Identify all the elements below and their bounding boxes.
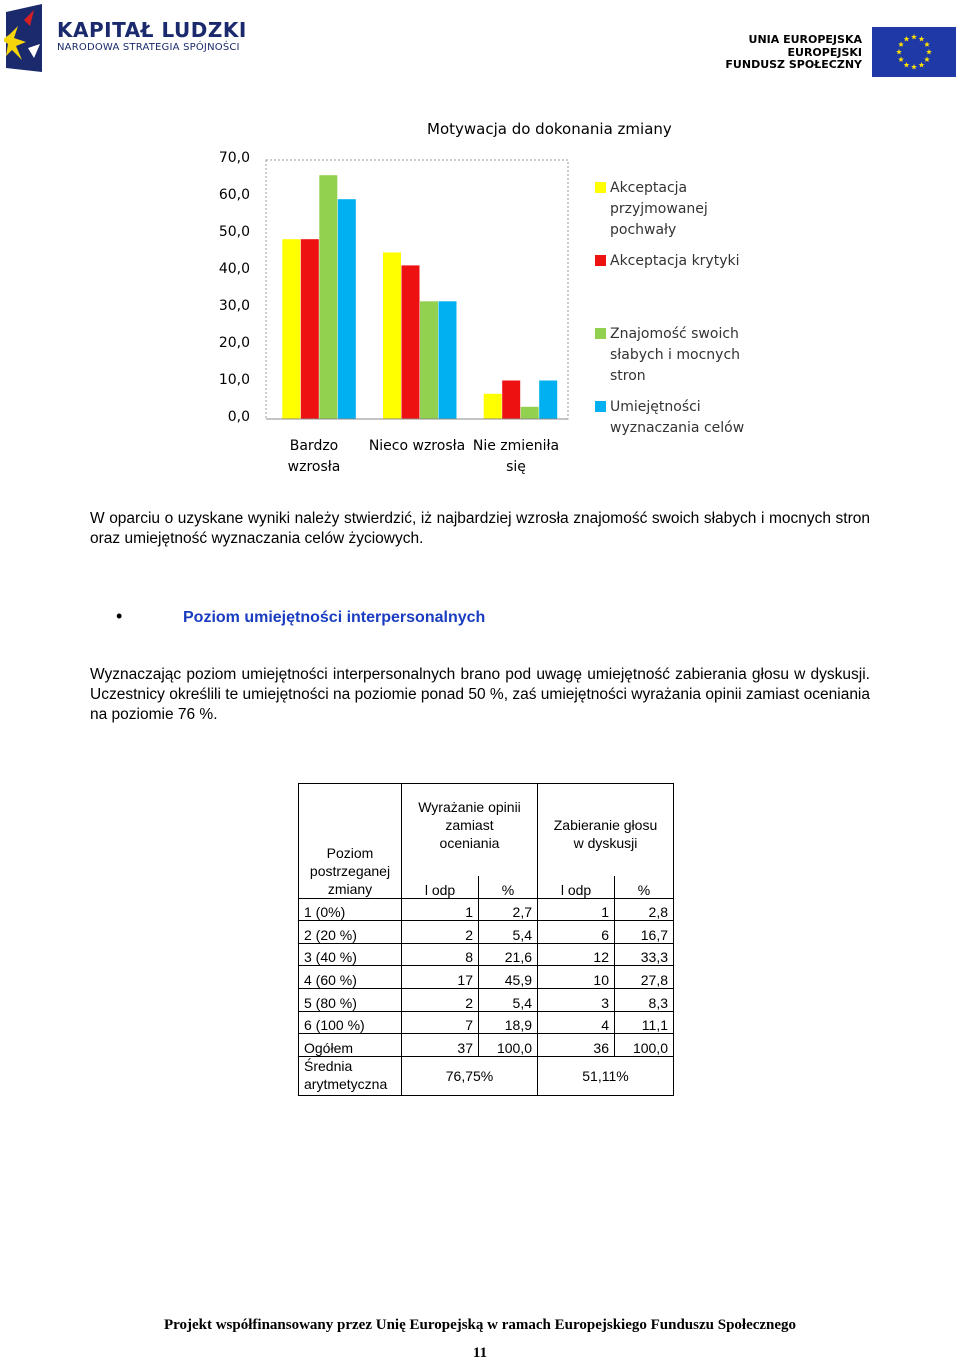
- y-tick: 0,0: [227, 409, 250, 425]
- legend-swatch: [595, 182, 606, 193]
- row-label: 5 (80 %): [299, 988, 402, 1011]
- x-category-line: wzrosła: [287, 459, 341, 475]
- table-cell: 3: [538, 988, 615, 1011]
- bar: [402, 265, 420, 419]
- legend-swatch: [595, 401, 606, 412]
- chart-title: Motywacja do dokonania zmiany: [427, 120, 672, 138]
- row-label: 1 (0%): [299, 898, 402, 921]
- table-cell: 36: [538, 1034, 615, 1057]
- legend-swatch: [595, 328, 606, 339]
- header-line: zmiany: [327, 880, 373, 897]
- table-cell: 16,7: [615, 921, 674, 944]
- row-label: 3 (40 %): [299, 943, 402, 966]
- subheader: l odp: [402, 876, 479, 898]
- paragraph-conclusion: W oparciu o uzyskane wyniki należy stwierdzić, iż najbardziej wzrosła znajomość swoich słabych i mocnych stron oraz umiejętność wyznaczania celów życiowych.: [90, 510, 870, 547]
- subheader: %: [615, 876, 674, 898]
- section-heading: Poziom umiejętności interpersonalnych: [183, 609, 486, 626]
- bar: [383, 253, 401, 420]
- legend-label: słabych i mocnych: [610, 347, 741, 363]
- bar: [521, 407, 539, 419]
- table-cell: 17: [402, 966, 479, 989]
- legend-label: Znajomość swoich: [610, 326, 739, 342]
- table-row: [299, 943, 674, 966]
- table-header-level: [299, 784, 402, 899]
- y-tick: 20,0: [218, 335, 250, 351]
- table-cell: 1: [402, 898, 479, 921]
- legend-label: Akceptacja: [610, 180, 688, 196]
- table-cell: 21,6: [479, 943, 538, 966]
- mean-label: [299, 1056, 402, 1095]
- kl-title: KAPITAŁ LUDZKI: [57, 18, 247, 42]
- legend-label: wyznaczania celów: [610, 420, 745, 436]
- x-category-line: Nie zmieniła: [472, 438, 560, 454]
- table-cell: 7: [402, 1011, 479, 1034]
- bar: [502, 381, 520, 420]
- kl-subtitle: NARODOWA STRATEGIA SPÓJNOŚCI: [57, 42, 240, 53]
- table-cell: 8,3: [615, 988, 674, 1011]
- table-cell: 11,1: [615, 1011, 674, 1034]
- table-row: [299, 966, 674, 989]
- table-cell: 10: [538, 966, 615, 989]
- bar: [301, 239, 319, 419]
- bar: [484, 394, 502, 419]
- table-cell: 2: [402, 921, 479, 944]
- paragraph-interpersonal: Wyznaczając poziom umiejętności interpersonalnych brano pod uwagę umiejętność zabierania głosu w dyskusji. Uczestnicy określili te umiejętności na poziomie ponad 50 %, zaś umiejętności wyrażania opinii zamiast oceniania na poziomie 76 %.: [90, 666, 870, 723]
- bar: [420, 301, 438, 419]
- table-cell: 2: [402, 988, 479, 1011]
- legend-label: przyjmowanej: [610, 201, 708, 217]
- table-cell: 27,8: [615, 966, 674, 989]
- y-tick: 50,0: [218, 224, 250, 240]
- table-cell: 5,4: [479, 988, 538, 1011]
- table-cell: 4: [538, 1011, 615, 1034]
- legend-label: Akceptacja krytyki: [610, 253, 740, 269]
- x-category-line: Nieco wzrosła: [368, 438, 466, 454]
- y-tick: 40,0: [218, 261, 250, 277]
- legend-swatch: [595, 255, 606, 266]
- x-category-line: Bardzo: [289, 438, 339, 454]
- bar-chart: [0, 0, 960, 480]
- table-cell: 100,0: [615, 1034, 674, 1057]
- bullet-icon: •: [116, 606, 123, 626]
- header-line: w dyskusji: [573, 835, 638, 851]
- mean-opinion: 76,75%: [402, 1056, 538, 1095]
- table-cell: 100,0: [479, 1034, 538, 1057]
- ue-line2: EUROPEJSKI: [787, 46, 862, 59]
- table-header-row: [299, 784, 674, 877]
- ue-line3: FUNDUSZ SPOŁECZNY: [725, 58, 862, 71]
- table-cell: 6: [538, 921, 615, 944]
- mean-label-line: arytmetyczna: [304, 1075, 388, 1092]
- legend-label: pochwały: [610, 222, 677, 238]
- header-line: Zabieranie głosu: [553, 817, 658, 833]
- table-cell: 45,9: [479, 966, 538, 989]
- table-mean-row: [299, 1056, 674, 1095]
- footer-text: Projekt współfinansowany przez Unię Europejską w ramach Europejskiego Funduszu Społecznego: [163, 1317, 797, 1333]
- header-line: postrzeganej: [309, 862, 391, 879]
- y-tick: 10,0: [218, 372, 250, 388]
- bar: [539, 381, 557, 420]
- header-line: oceniania: [439, 835, 500, 851]
- table-cell: 5,4: [479, 921, 538, 944]
- table-row: [299, 921, 674, 944]
- table-row: [299, 1011, 674, 1034]
- legend-label: stron: [610, 368, 646, 384]
- y-tick: 30,0: [218, 298, 250, 314]
- table-cell: 8: [402, 943, 479, 966]
- legend-label: Umiejętności: [610, 399, 701, 415]
- mean-speaking: 51,11%: [538, 1056, 674, 1095]
- bar: [338, 199, 356, 419]
- table-row: [299, 1034, 674, 1057]
- page-number: 11: [472, 1345, 488, 1361]
- subheader: l odp: [538, 876, 615, 898]
- subheader: %: [479, 876, 538, 898]
- ue-line1: UNIA EUROPEJSKA: [748, 33, 862, 46]
- row-label: 2 (20 %): [299, 921, 402, 944]
- table-cell: 33,3: [615, 943, 674, 966]
- table-cell: 18,9: [479, 1011, 538, 1034]
- table-header-opinion: [402, 784, 538, 877]
- x-category-label: [468, 436, 564, 478]
- x-category-line: się: [506, 459, 526, 475]
- x-category-label: [362, 436, 472, 457]
- header-line: Wyrażanie opinii: [418, 799, 521, 815]
- table-row: [299, 898, 674, 921]
- bar: [439, 301, 457, 419]
- table-cell: 2,8: [615, 898, 674, 921]
- table-cell: 2,7: [479, 898, 538, 921]
- table-header-speaking: [538, 784, 674, 877]
- skills-table: [298, 783, 674, 1096]
- table-cell: 37: [402, 1034, 479, 1057]
- y-tick: 70,0: [218, 150, 250, 166]
- header-line: Poziom: [326, 844, 374, 861]
- bar: [282, 239, 300, 419]
- row-label: 4 (60 %): [299, 966, 402, 989]
- table-row: [299, 988, 674, 1011]
- table-cell: 12: [538, 943, 615, 966]
- y-tick: 60,0: [218, 187, 250, 203]
- row-label: 6 (100 %): [299, 1011, 402, 1034]
- row-label: Ogółem: [299, 1034, 402, 1057]
- bar: [319, 175, 337, 419]
- mean-label-line: Średnia: [304, 1057, 353, 1074]
- x-category-label: [272, 436, 356, 478]
- table-cell: 1: [538, 898, 615, 921]
- header-line: zamiast: [445, 817, 494, 833]
